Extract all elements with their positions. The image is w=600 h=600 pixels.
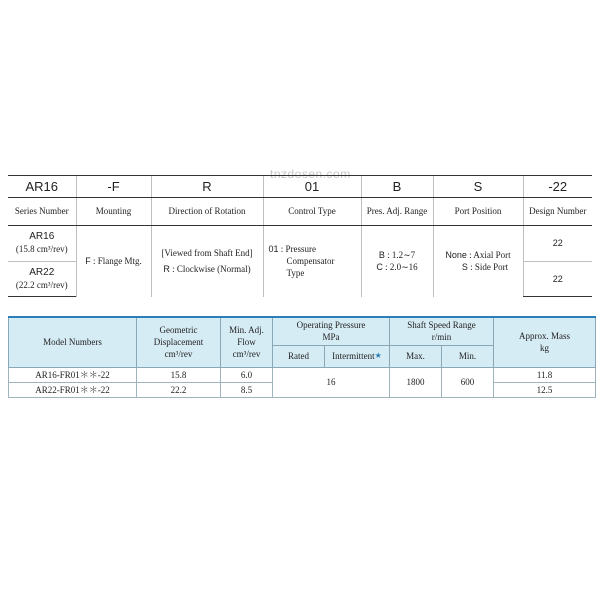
speed-max-value: 1800 bbox=[390, 367, 442, 397]
series-ar16 bbox=[8, 226, 76, 261]
specifications-table bbox=[8, 316, 596, 398]
rotation-options bbox=[151, 226, 263, 297]
options-row-1 bbox=[8, 226, 592, 261]
rotation-text: : Clockwise (Normal) bbox=[172, 264, 251, 275]
row-2-mass: 12.5 bbox=[494, 382, 596, 397]
series-ar22-detail: (22.2 cm³/rev) bbox=[15, 279, 68, 290]
rotation-code: R bbox=[163, 264, 170, 275]
series-ar16-detail: (15.8 cm³/rev) bbox=[15, 244, 68, 255]
model-designation-table bbox=[8, 175, 592, 297]
label-rotation: Direction of Rotation bbox=[151, 197, 263, 225]
series-ar16-name: AR16 bbox=[29, 231, 55, 243]
specs-header-row-1 bbox=[9, 317, 596, 345]
control-line2: Compensator bbox=[286, 256, 335, 267]
design-number-1: 22 bbox=[523, 226, 592, 261]
label-port: Port Position bbox=[433, 197, 523, 225]
header-mass: Approx. Mass kg bbox=[494, 317, 596, 367]
code-control: 01 bbox=[263, 176, 361, 198]
code-design: -22 bbox=[523, 176, 592, 198]
row-1-displacement: 15.8 bbox=[137, 367, 221, 382]
row-2-model: AR22-FR01＊＊-22 bbox=[9, 382, 137, 397]
header-shaft-speed: Shaft Speed Range r/min bbox=[390, 317, 494, 345]
speed-min-value: 600 bbox=[442, 367, 494, 397]
table-row bbox=[9, 367, 596, 382]
code-series: AR16 bbox=[8, 176, 76, 198]
label-row bbox=[8, 197, 592, 225]
mounting-text: : Flange Mtg. bbox=[93, 256, 142, 267]
label-pressure: Pres. Adj. Range bbox=[361, 197, 433, 225]
pressure-b-code: B bbox=[378, 250, 385, 261]
star-icon: ★ bbox=[374, 351, 382, 360]
code-pressure: B bbox=[361, 176, 433, 198]
design-number-2: 22 bbox=[523, 261, 592, 297]
label-control: Control Type bbox=[263, 197, 361, 225]
row-1-min-flow: 6.0 bbox=[221, 367, 273, 382]
code-port: S bbox=[433, 176, 523, 198]
control-code: 01 bbox=[268, 244, 279, 255]
pressure-value: 16 bbox=[273, 367, 390, 397]
header-intermittent: Intermittent★ bbox=[325, 345, 390, 367]
row-2-min-flow: 8.5 bbox=[221, 382, 273, 397]
pressure-c-text: : 2.0∼16 bbox=[385, 262, 418, 273]
row-1-model: AR16-FR01＊＊-22 bbox=[9, 367, 137, 382]
header-geometric: Geometric Displacement cm³/rev bbox=[137, 317, 221, 367]
pressure-options bbox=[361, 226, 433, 297]
label-mounting: Mounting bbox=[76, 197, 151, 225]
port-none-text: : Axial Port bbox=[469, 250, 511, 261]
watermark: tnzdosen.com bbox=[270, 167, 351, 181]
port-options bbox=[433, 226, 523, 297]
row-2-displacement: 22.2 bbox=[137, 382, 221, 397]
mounting-code: F bbox=[85, 256, 91, 267]
series-ar22-name: AR22 bbox=[29, 266, 55, 278]
pressure-c-code: C bbox=[376, 262, 383, 273]
port-s-code: S bbox=[461, 262, 468, 273]
header-model: Model Numbers bbox=[9, 317, 137, 367]
header-min: Min. bbox=[442, 345, 494, 367]
code-row bbox=[8, 176, 592, 198]
rotation-note: [Viewed from Shaft End] bbox=[161, 248, 253, 259]
code-rotation: R bbox=[151, 176, 263, 198]
label-series: Series Number bbox=[8, 197, 76, 225]
label-design: Design Number bbox=[523, 197, 592, 225]
code-mounting: -F bbox=[76, 176, 151, 198]
header-operating-pressure: Operating Pressure MPa bbox=[273, 317, 390, 345]
pressure-b-text: : 1.2∼7 bbox=[387, 250, 416, 261]
series-ar22 bbox=[8, 261, 76, 297]
control-line1: : Pressure bbox=[280, 244, 317, 255]
control-options bbox=[263, 226, 361, 297]
header-rated: Rated bbox=[273, 345, 325, 367]
header-max: Max. bbox=[390, 345, 442, 367]
control-line3: Type bbox=[286, 268, 305, 279]
row-1-mass: 11.8 bbox=[494, 367, 596, 382]
mounting-options bbox=[76, 226, 151, 297]
header-min-flow: Min. Adj. Flow cm³/rev bbox=[221, 317, 273, 367]
port-s-text: : Side Port bbox=[470, 262, 509, 273]
port-none-code: None bbox=[445, 250, 467, 261]
